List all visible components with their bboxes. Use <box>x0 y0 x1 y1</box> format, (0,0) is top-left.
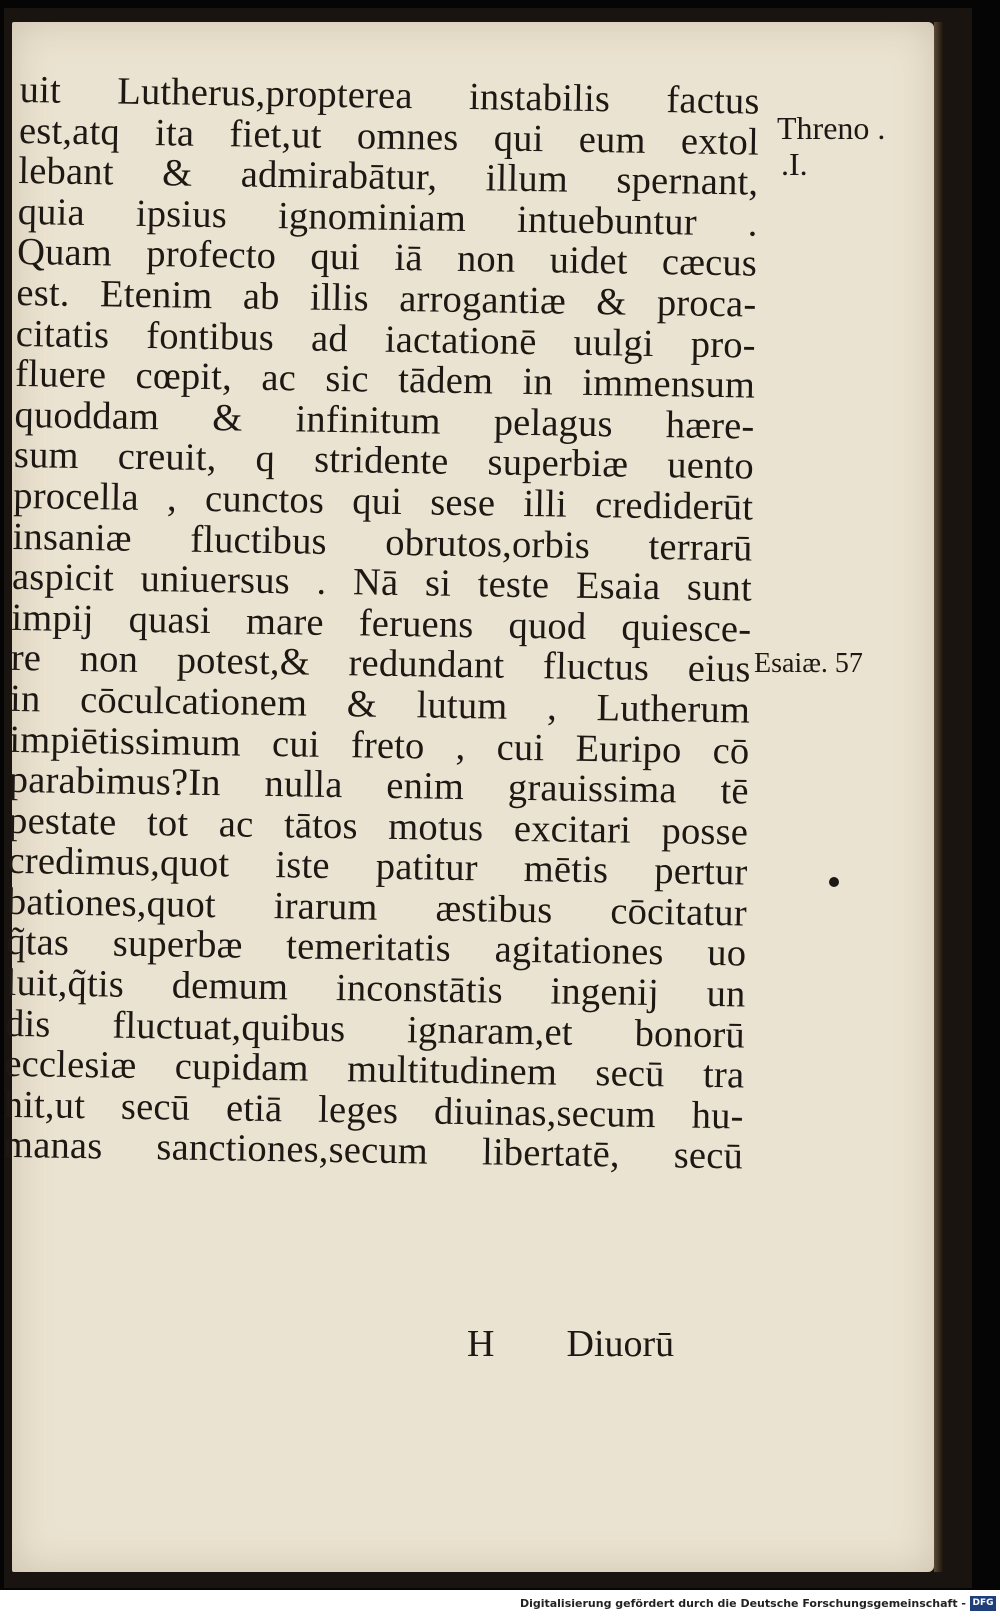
text-line: luit,q̃tis demum inconstātis ingenij un <box>5 961 746 1016</box>
text-line: quoddam & infinitum pelagus hære- <box>14 393 755 448</box>
text-line: re non potest,& redundant fluctus eius <box>10 637 751 691</box>
text-line: est,atq ita fiet,ut omnes qui eum extol <box>18 109 760 164</box>
catchword: Diuorū <box>566 1323 675 1365</box>
marginal-note-esaiae: Esaiæ. 57 <box>754 648 863 679</box>
text-line: parabimus?In nulla enim grauissima tē <box>8 759 750 813</box>
signature-mark: H <box>467 1323 495 1365</box>
text-line: fluere cœpit, ac sic tādem in immensum <box>14 353 756 407</box>
main-text-block <box>3 70 760 1178</box>
margin-dot-mark <box>829 877 839 887</box>
text-line: hit,ut secū etiā leges diuinas,secum hu- <box>3 1083 744 1138</box>
text-line: aspicit uniuersus . Nā si teste Esaia sunt <box>11 556 753 610</box>
text-line: uit Lutherus,propterea instabilis factus <box>19 69 760 123</box>
dfg-logo: DFG <box>970 1596 996 1611</box>
marginal-threno-line1: Threno . <box>777 110 886 146</box>
text-line: est. Etenim ab illis arrogantiæ & proca- <box>16 271 757 326</box>
marginal-threno-line2: .I. <box>781 146 808 182</box>
text-line: insaniæ fluctibus obrutos,orbis terrarū <box>12 515 753 570</box>
text-line: q̃tas superbæ temeritatis agitationes uo <box>5 921 747 975</box>
text-line: procella , cunctos qui sese illi crediderūt <box>12 474 754 529</box>
text-line: dis fluctuat,quibus ignaram,et bonorū <box>4 1002 746 1057</box>
text-line: sum creuit, q stridente superbiæ uento <box>13 434 755 488</box>
catchline <box>467 1322 717 1366</box>
text-line: in cōculcationem & lutum , Lutherum <box>9 677 751 732</box>
text-line: impiētissimum cui freto , cui Euripo cō <box>9 718 750 773</box>
text-line: ecclesiæ cupidam multitudinem secū tra <box>4 1043 745 1097</box>
text-line: credimus,quot iste patitur mētis pertur <box>7 840 748 894</box>
text-line: quia ipsius ignominiam intuebuntur . <box>17 190 759 245</box>
page-edge-shadow <box>934 22 944 1572</box>
text-line: manas sanctiones,secum libertatē, secū <box>2 1124 744 1178</box>
text-line: bationes,quot irarum æstibus cōcitatur <box>6 880 748 935</box>
book-page <box>2 22 934 1572</box>
text-line: lebant & admirabātur, illum spernant, <box>18 150 759 204</box>
footer-credit: Digitalisierung gefördert durch die Deutsche Forschungsgemeinschaft - <box>519 1597 966 1610</box>
text-line: Quam profecto qui iā non uidet cæcus <box>16 231 758 285</box>
footer-bar <box>0 1590 1000 1621</box>
text-line: pestate tot ac tātos motus excitari posse <box>7 799 749 854</box>
text-line: citatis fontibus ad iactationē uulgi pro- <box>15 312 757 367</box>
text-line: impij quasi mare feruens quod quiesce- <box>11 596 752 651</box>
marginal-note-threno <box>777 110 885 182</box>
